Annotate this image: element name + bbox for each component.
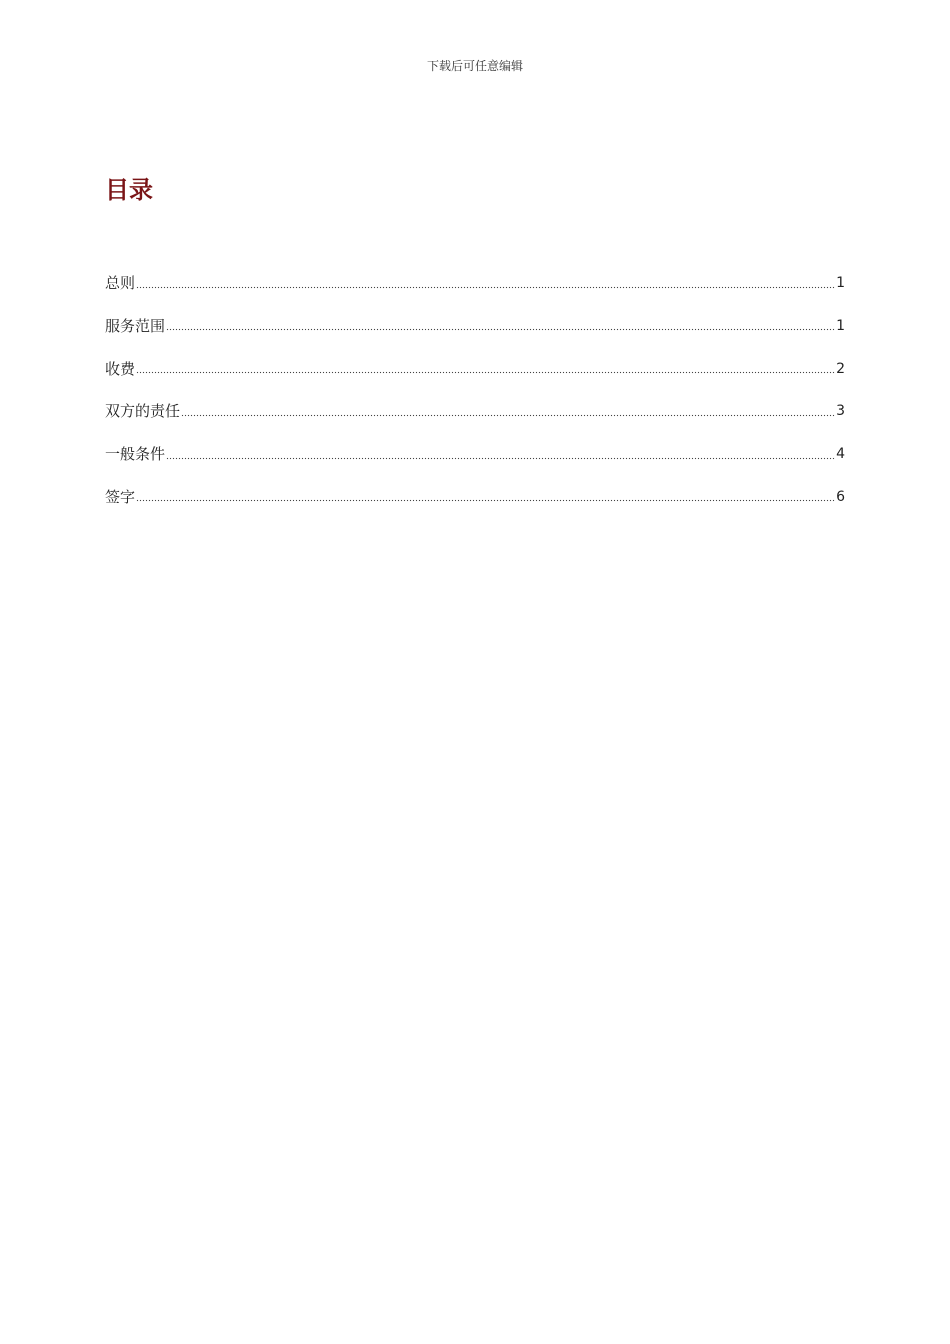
toc-entry-page-number: 3: [836, 403, 845, 420]
toc-entry-page-number: 4: [836, 446, 845, 463]
toc-list: [105, 271, 845, 528]
toc-dot-leader: [136, 499, 835, 503]
toc-entry-label: 收费: [105, 359, 136, 378]
toc-entry-page-number: 6: [836, 488, 845, 505]
toc-entry-page-number: 1: [836, 275, 845, 291]
toc-dot-leader: [166, 456, 835, 460]
toc-entry-general-conditions[interactable]: [105, 442, 845, 464]
toc-entry-label: 一般条件: [105, 445, 166, 464]
toc-dot-leader: [166, 328, 835, 332]
toc-entry-general[interactable]: [105, 271, 845, 293]
toc-entry-signature[interactable]: [105, 485, 845, 507]
toc-entry-label: 总则: [105, 274, 136, 292]
toc-entry-label: 双方的责任: [105, 402, 181, 421]
toc-entry-page-number: 2: [836, 360, 845, 377]
page-header: 下载后可任意编辑: [426, 59, 523, 73]
toc-dot-leader: [181, 413, 835, 417]
toc-dot-leader: [136, 371, 835, 375]
toc-entry-scope-of-services[interactable]: [105, 314, 845, 336]
toc-entry-page-number: 1: [836, 317, 845, 334]
toc-entry-fees[interactable]: [105, 357, 845, 379]
toc-entry-label: 服务范围: [105, 316, 166, 335]
toc-entry-label: 签字: [105, 487, 136, 506]
toc-dot-leader: [136, 285, 835, 289]
toc-entry-responsibilities[interactable]: [105, 399, 845, 421]
toc-title: 目录: [105, 175, 153, 204]
